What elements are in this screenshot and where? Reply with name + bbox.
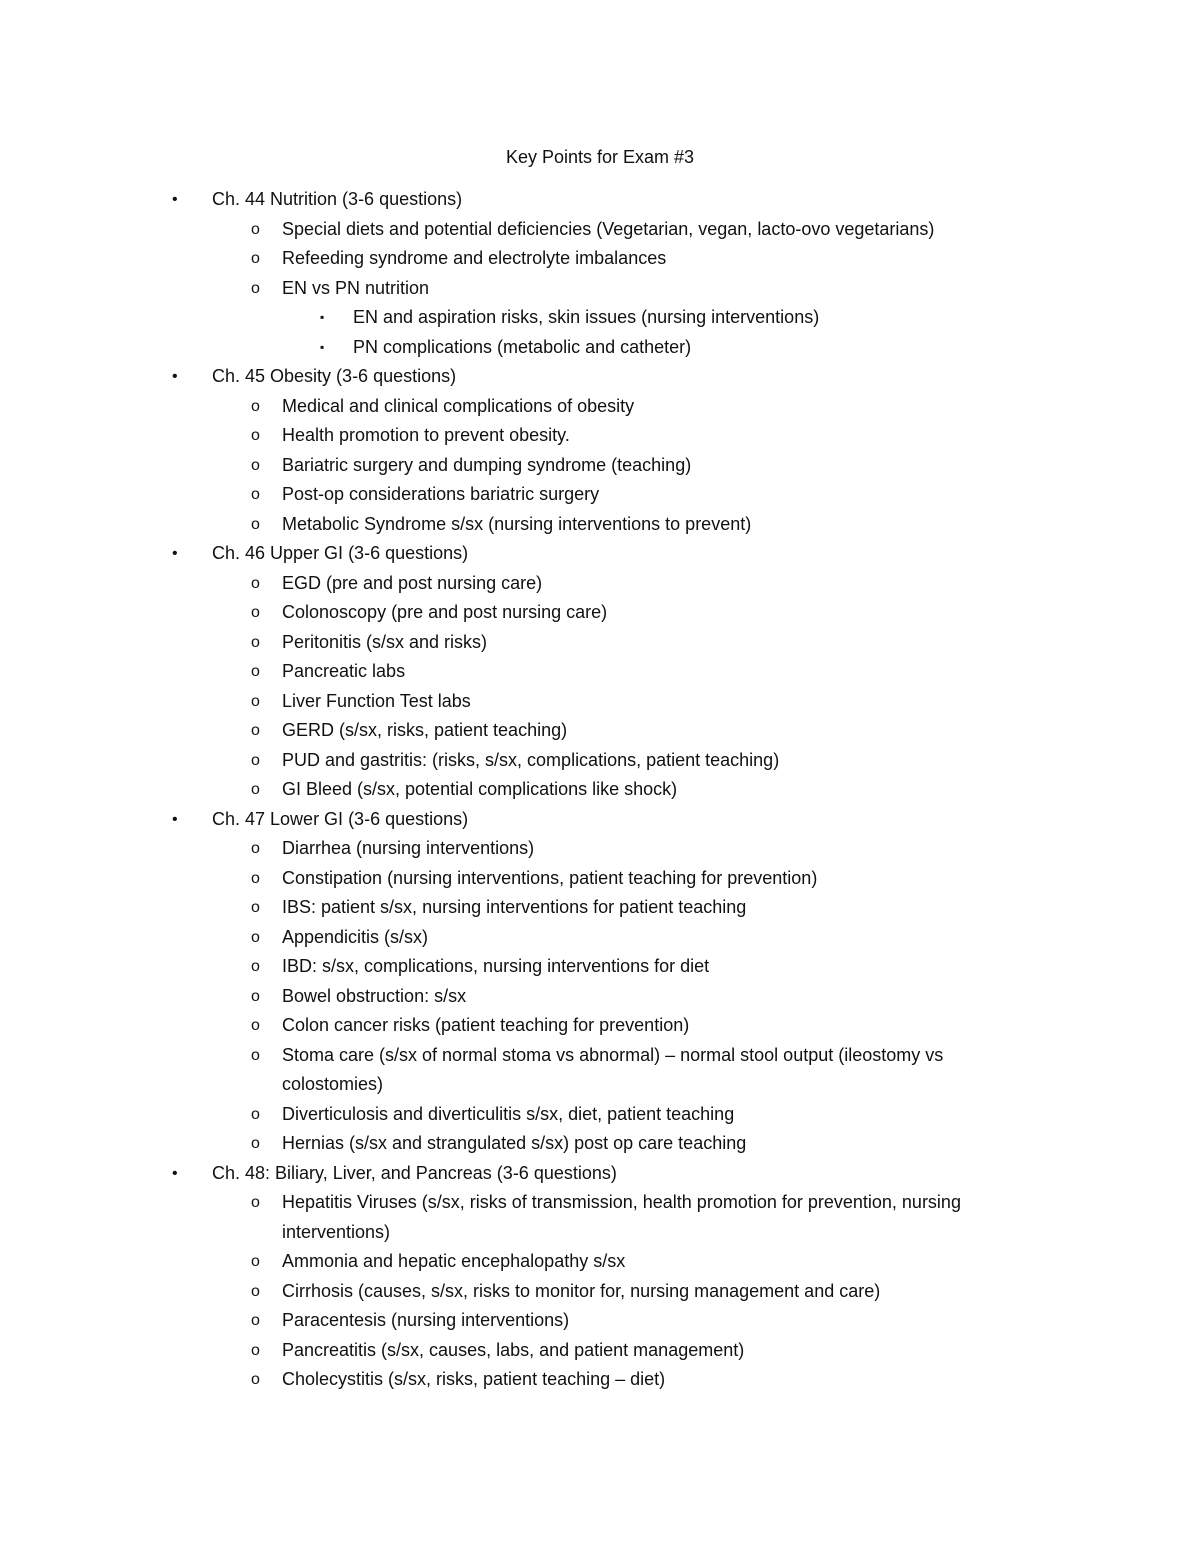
topic-item — [0, 628, 1200, 658]
topic-item-text: Ammonia and hepatic encephalopathy s/sx — [282, 1251, 626, 1271]
topic-item — [0, 1277, 1200, 1307]
bullet-square-icon: ▪ — [320, 339, 325, 354]
topic-item — [0, 982, 1200, 1012]
bullet-circle-icon: o — [251, 1253, 260, 1270]
topic-item — [0, 1365, 1200, 1395]
topic-item-text: Cirrhosis (causes, s/sx, risks to monitor for, nursing management and care) — [282, 1280, 881, 1301]
document-title: Key Points for Exam #3 — [505, 147, 695, 167]
topic-item-text: Health promotion to prevent obesity. — [282, 425, 570, 445]
topic-item — [0, 392, 1200, 422]
topic-item — [0, 1011, 1200, 1041]
topic-item-text: IBS: patient s/sx, nursing interventions for patient teaching — [282, 897, 747, 917]
topic-item — [0, 1188, 1200, 1247]
bullet-circle-icon: o — [251, 604, 260, 621]
subtopic-item-text: PN complications (metabolic and catheter) — [353, 336, 692, 357]
bullet-circle-icon: o — [251, 751, 260, 769]
topic-item — [0, 1129, 1200, 1159]
subtopic-item-text: EN and aspiration risks, skin issues (nursing interventions) — [353, 307, 820, 327]
topic-item — [0, 834, 1200, 864]
bullet-circle-icon: o — [251, 840, 260, 857]
topic-item-text: Peritonitis (s/sx and risks) — [282, 631, 488, 652]
topic-item-text: Special diets and potential deficiencies (Vegetarian, vegan, lacto-ovo vegetarians) — [282, 218, 935, 239]
topic-item — [0, 1247, 1200, 1277]
topic-item — [0, 480, 1200, 510]
bullet-circle-icon: o — [251, 486, 260, 503]
chapter-heading-text: Ch. 44 Nutrition (3-6 questions) — [212, 189, 463, 209]
topic-item-text: Medical and clinical complications of obesity — [282, 395, 635, 416]
chapter-heading — [0, 362, 1200, 392]
bullet-circle-icon: o — [251, 515, 260, 533]
bullet-circle-icon: o — [251, 633, 260, 651]
topic-item-text: Hernias (s/sx and strangulated s/sx) post op care teaching — [282, 1133, 747, 1153]
chapter-heading — [0, 539, 1200, 569]
topic-item — [0, 274, 1200, 304]
topic-item-text: IBD: s/sx, complications, nursing interventions for diet — [282, 956, 710, 976]
bullet-circle-icon: o — [251, 928, 260, 946]
bullet-circle-icon: o — [251, 1312, 260, 1329]
bullet-disc-icon: • — [172, 368, 178, 385]
bullet-circle-icon: o — [251, 722, 260, 739]
topic-item-text: Pancreatitis (s/sx, causes, labs, and patient management) — [282, 1339, 745, 1360]
bullet-disc-icon: • — [172, 1164, 178, 1182]
bullet-circle-icon: o — [251, 574, 260, 592]
bullet-circle-icon: o — [251, 1194, 260, 1211]
topic-item — [0, 510, 1200, 540]
topic-item — [0, 598, 1200, 628]
bullet-circle-icon: o — [251, 1017, 260, 1034]
topic-item — [0, 864, 1200, 894]
bullet-disc-icon: • — [172, 191, 178, 208]
bullet-circle-icon: o — [251, 1341, 260, 1359]
bullet-circle-icon: o — [251, 958, 260, 975]
topic-item-text: Bariatric surgery and dumping syndrome (teaching) — [282, 454, 692, 475]
subtopic-item — [0, 303, 1200, 333]
bullet-circle-icon: o — [251, 1046, 260, 1064]
topic-item-text: Diarrhea (nursing interventions) — [282, 838, 535, 858]
topic-item-text: PUD and gastritis: (risks, s/sx, complications, patient teaching) — [282, 749, 780, 770]
chapter-heading-text: Ch. 47 Lower GI (3-6 questions) — [212, 808, 469, 829]
topic-item — [0, 1306, 1200, 1336]
topic-item-text: Paracentesis (nursing interventions) — [282, 1310, 570, 1330]
topic-item-text: Diverticulosis and diverticulitis s/sx, diet, patient teaching — [282, 1103, 735, 1124]
topic-item-text: EGD (pre and post nursing care) — [282, 572, 543, 593]
bullet-circle-icon: o — [251, 899, 260, 916]
topic-item-text: Appendicitis (s/sx) — [282, 926, 429, 947]
topic-item-text: EN vs PN nutrition — [282, 277, 430, 298]
topic-item — [0, 451, 1200, 481]
bullet-circle-icon: o — [251, 1135, 260, 1152]
topic-item-text: Liver Function Test labs — [282, 690, 471, 711]
bullet-circle-icon: o — [251, 987, 260, 1005]
bullet-disc-icon: • — [172, 545, 178, 562]
topic-item — [0, 775, 1200, 805]
bullet-circle-icon: o — [251, 663, 260, 680]
topic-item-text: Hepatitis Viruses (s/sx, risks of transmission, health promotion for prevention, nursing interventions) — [282, 1192, 961, 1242]
topic-item — [0, 1100, 1200, 1130]
topic-item — [0, 215, 1200, 245]
topic-item-text: Pancreatic labs — [282, 661, 406, 681]
subtopic-item — [0, 333, 1200, 363]
topic-item-text: GERD (s/sx, risks, patient teaching) — [282, 720, 568, 740]
topic-item-text: Bowel obstruction: s/sx — [282, 985, 467, 1006]
topic-item — [0, 923, 1200, 953]
chapter-heading — [0, 805, 1200, 835]
topic-item — [0, 569, 1200, 599]
chapter-heading-text: Ch. 48: Biliary, Liver, and Pancreas (3-6 questions) — [212, 1162, 617, 1183]
topic-item — [0, 657, 1200, 687]
bullet-square-icon: ▪ — [320, 310, 325, 324]
chapter-heading — [0, 1159, 1200, 1189]
chapter-heading-text: Ch. 46 Upper GI (3-6 questions) — [212, 543, 469, 563]
bullet-disc-icon: • — [172, 810, 178, 828]
topic-item — [0, 244, 1200, 274]
topic-item-text: Refeeding syndrome and electrolyte imbalances — [282, 248, 667, 268]
topic-item — [0, 421, 1200, 451]
topic-item — [0, 687, 1200, 717]
topic-item-text: Colon cancer risks (patient teaching for prevention) — [282, 1015, 690, 1035]
chapter-heading-text: Ch. 45 Obesity (3-6 questions) — [212, 366, 457, 386]
topic-item — [0, 716, 1200, 746]
bullet-circle-icon: o — [251, 279, 260, 297]
topic-item-text: Constipation (nursing interventions, patient teaching for prevention) — [282, 867, 818, 888]
bullet-circle-icon: o — [251, 692, 260, 710]
bullet-circle-icon: o — [251, 456, 260, 474]
chapter-heading — [0, 185, 1200, 215]
topic-item-text: GI Bleed (s/sx, potential complications like shock) — [282, 779, 678, 799]
topic-item-text: Cholecystitis (s/sx, risks, patient teaching – diet) — [282, 1369, 666, 1389]
topic-item-text: Colonoscopy (pre and post nursing care) — [282, 602, 608, 622]
topic-item — [0, 952, 1200, 982]
bullet-circle-icon: o — [251, 869, 260, 887]
topic-item — [0, 746, 1200, 776]
bullet-circle-icon: o — [251, 427, 260, 444]
key-points-outline — [0, 185, 1200, 1395]
bullet-circle-icon: o — [251, 1105, 260, 1123]
bullet-circle-icon: o — [251, 1371, 260, 1388]
topic-item-text: Metabolic Syndrome s/sx (nursing interventions to prevent) — [282, 513, 752, 534]
topic-item — [0, 1336, 1200, 1366]
bullet-circle-icon: o — [251, 1282, 260, 1300]
bullet-circle-icon: o — [251, 250, 260, 267]
topic-item — [0, 893, 1200, 923]
topic-item — [0, 1041, 1200, 1100]
bullet-circle-icon: o — [251, 397, 260, 415]
bullet-circle-icon: o — [251, 220, 260, 238]
topic-item-text: Post-op considerations bariatric surgery — [282, 484, 600, 504]
topic-item-text: Stoma care (s/sx of normal stoma vs abnormal) – normal stool output (ileostomy vs colostomies) — [282, 1044, 944, 1094]
bullet-circle-icon: o — [251, 781, 260, 798]
